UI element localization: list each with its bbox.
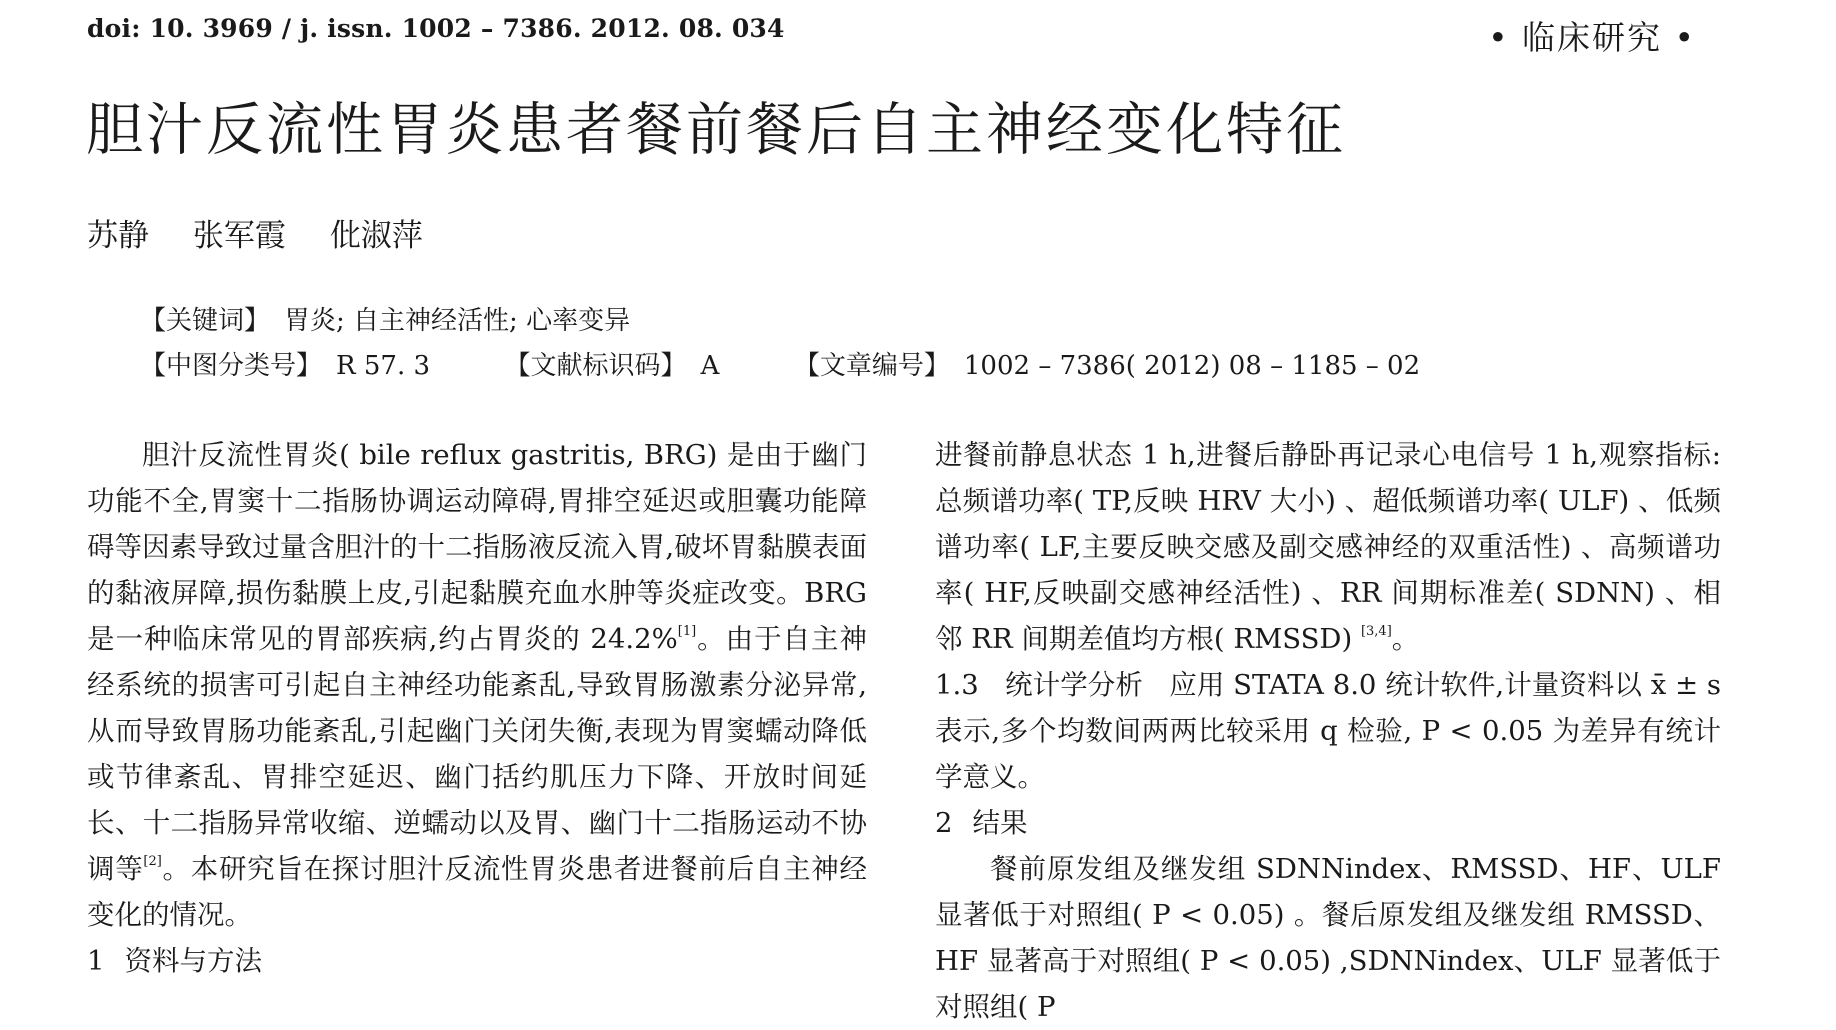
intro-text-part-1: 胆汁反流性胃炎( bile reflux gastritis, BRG) 是由于幽门功能不全,胃窦十二指肠协调运动障碍,胃排空延迟或胆囊功能障碍等因素导致过量含胆汁的十二指肠液反流入胃,破坏胃黏膜表面的黏液屏障,损伤黏膜上皮,引起黏膜充血水肿等炎症改变。BRG 是一种临床常见的胃部疾病,约占胃炎的 24.2% (87, 439, 867, 655)
section-title: 资料与方法 (124, 945, 262, 977)
intro-text-part-3: 。本研究旨在探讨胆汁反流性胃炎患者进餐前后自主神经变化的情况。 (87, 853, 868, 931)
citation-3-4[interactable]: [3,4] (1360, 624, 1392, 639)
intro-text-part-2: 。由于自主神经系统的损害可引起自主神经功能紊乱,导致胃肠激素分泌异常,从而导致胃肠功能紊乱,引起幽门关闭失衡,表现为胃窦蠕动降低或节律紊乱、胃排空延迟、幽门括约肌压力下降、开放时间延长、十二指肠异常收缩、逆蠕动以及胃、幽门十二指肠运动不协调等 (87, 623, 868, 885)
statistics-paragraph (935, 662, 1721, 800)
doc-code-value: A (700, 351, 720, 381)
author-name: 张军霞 (192, 218, 286, 254)
methods-text: 进餐前静息状态 1 h,进餐后静卧再记录心电信号 1 h,观察指标: 总频谱功率( TP,反映 HRV 大小) 、超低频谱功率( ULF) 、低频谱功率( LF,主要反映交感及副交感神经的双重活性) 、高频谱功率( HF,反映副交感神经活性) 、RR 间期标准差( SDNN) 、相邻 RR 间期差值均方根( RMSSD) (935, 439, 1721, 655)
subsection-number: 1.3 (935, 669, 979, 701)
keywords-value: 胃炎; 自主神经活性; 心率变异 (284, 306, 631, 336)
article-title: 胆汁反流性胃炎患者餐前餐后自主神经变化特征 (86, 97, 1346, 163)
keywords-line (140, 300, 630, 337)
article-number-value: 1002 – 7386( 2012) 08 – 1185 – 02 (963, 351, 1421, 381)
article-number-label: 【文章编号】 (793, 351, 950, 381)
left-column (87, 432, 867, 984)
citation-2[interactable]: [2] (143, 854, 162, 869)
author-name: 仳淑萍 (329, 218, 423, 254)
doi-line: doi: 10. 3969 / j. issn. 1002 – 7386. 2012. 08. 034 (87, 14, 785, 43)
methods-text-end: 。 (1391, 623, 1420, 655)
keywords-label: 【关键词】 (140, 306, 271, 336)
clc-value: R 57. 3 (336, 351, 431, 381)
section-number: 1 (87, 945, 105, 977)
citation-1[interactable]: [1] (677, 624, 697, 639)
right-column (935, 432, 1721, 1030)
intro-paragraph (87, 432, 867, 938)
classification-line (140, 345, 1420, 382)
clc-label: 【中图分类号】 (140, 351, 323, 381)
section-number: 2 (935, 807, 953, 839)
doc-code-label: 【文献标识码】 (504, 351, 687, 381)
section-heading-results (935, 800, 1721, 846)
section-tag: • 临床研究 • (1488, 18, 1696, 57)
author-list (87, 210, 457, 255)
author-name: 苏静 (87, 218, 149, 254)
subsection-title: 统计学分析 (1005, 669, 1143, 701)
methods-paragraph (935, 432, 1721, 662)
section-title: 结果 (972, 807, 1028, 839)
results-paragraph: 餐前原发组及继发组 SDNNindex、RMSSD、HF、ULF 显著低于对照组( P < 0.05) 。餐后原发组及继发组 RMSSD、HF 显著高于对照组( P < 0.05) ,SDNNindex、ULF 显著低于对照组( P (935, 853, 1721, 1023)
section-heading-methods (87, 938, 867, 984)
statistics-text: 应用 STATA 8.0 统计软件,计量资料以 x̄ ± s 表示,多个均数间两两比较采用 q 检验, P < 0.05 为差异有统计学意义。 (935, 669, 1722, 793)
